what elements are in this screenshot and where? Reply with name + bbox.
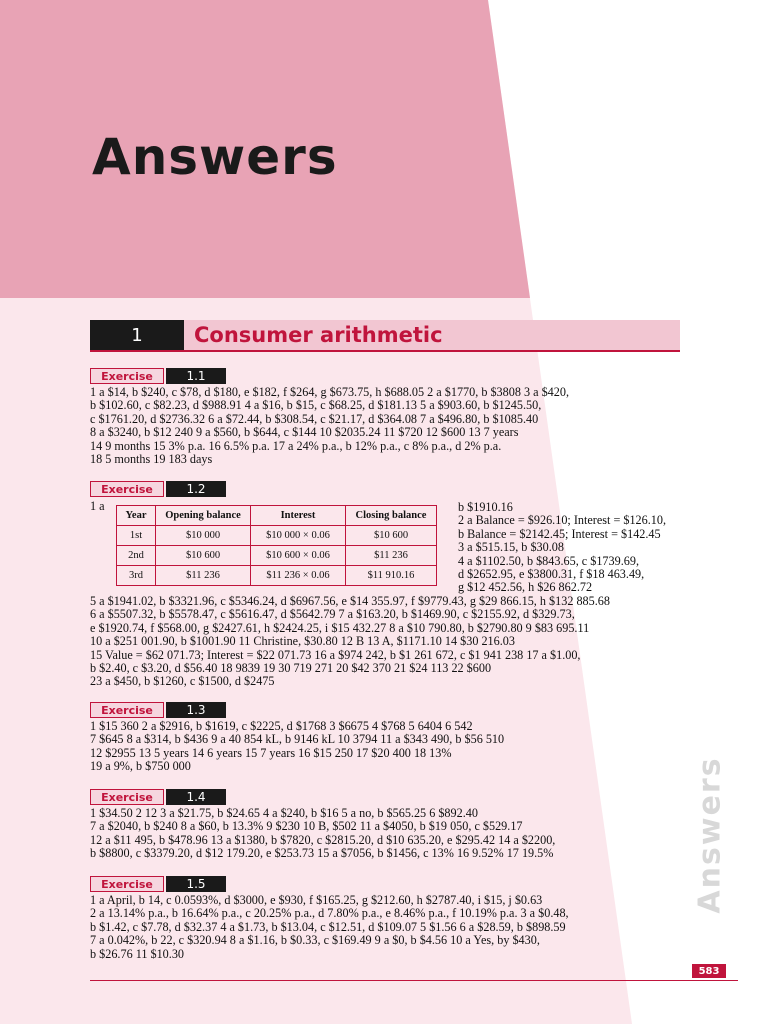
answer-line: 2 a 13.14% p.a., b 16.64% p.a., c 20.25% p.a., d 7.80% p.a., e 8.46% p.a., f 10.19% p.a. 3 a $0.48, [90,906,569,921]
table-cell: $10 600 × 0.06 [251,546,346,566]
answer-line: 18 5 months 19 183 days [90,451,213,466]
exercise-number: 1.4 [166,789,226,805]
exercise-1-4-answers [90,807,555,861]
answer-line: 7 $645 8 a $314, b $436 9 a 40 854 kL, b 9146 kL 10 3794 11 a $343 490, b $56 510 [90,732,505,747]
answer-line: 2 a Balance = $926.10; Interest = $126.10, [458,513,667,528]
answer-line: 14 9 months 15 3% p.a. 16 6.5% p.a. 17 a 24% p.a., b 12% p.a., c 8% p.a., d 2% p.a. [90,438,502,453]
exercise-tag-1-1 [90,368,226,384]
answer-line: 1 $34.50 2 12 3 a $21.75, b $24.65 4 a $240, b $16 5 a no, b $565.25 6 $892.40 [90,806,478,820]
answer-line: b $1.42, c $7.78, d $32.37 4 a $1.73, b $13.04, c $12.51, d $109.07 5 $1.56 6 a $28.59, b $898.59 [90,919,566,934]
table-cell: $11 236 [156,566,251,586]
answer-line: b $1910.16 [458,500,513,514]
chapter-title: Consumer arithmetic [184,320,680,350]
answer-line: 6 a $5507.32, b $5578.47, c $5616.47, d $5642.79 7 a $163.20, b $1469.90, c $2155.92, d $329.73, [90,607,575,622]
exercise-label: Exercise [90,876,164,892]
table-row [117,546,437,566]
answer-line: 1 a $14, b $240, c $78, d $180, e $182, f $264, g $673.75, h $688.05 2 a $1770, b $3808 3 a $420, [90,385,569,399]
table-header: Opening balance [156,506,251,526]
exercise-1-2-right-answers [458,501,666,595]
answer-line: 19 a 9%, b $750 000 [90,759,191,774]
table-header: Closing balance [346,506,437,526]
exercise-1-1-answers [90,386,569,466]
table-cell: $11 236 [346,546,437,566]
table-cell: 3rd [117,566,156,586]
answer-line: g $12 452.56, h $26 862.72 [458,580,593,595]
answer-line: 1 $15 360 2 a $2916, b $1619, c $2225, d $1768 3 $6675 4 $768 5 6404 6 542 [90,719,473,733]
answer-line: b Balance = $2142.45; Interest = $142.45 [458,526,661,541]
exercise-label: Exercise [90,702,164,718]
chapter-banner [90,320,680,352]
exercise-tag-1-2 [90,481,226,497]
exercise-label: Exercise [90,789,164,805]
table-row [117,566,437,586]
side-tab [690,740,730,930]
answer-line: 10 a $251 001.90, b $1001.90 11 Christine, $30.80 12 B 13 A, $1171.10 14 $30 216.03 [90,634,515,649]
exercise-tag-1-3 [90,702,226,718]
exercise-number: 1.5 [166,876,226,892]
table-cell: $11 910.16 [346,566,437,586]
answer-line: 15 Value = $62 071.73; Interest = $22 071.73 16 a $974 242, b $1 261 672, c $1 941 238 17 a $1.00, [90,647,581,662]
exercise-number: 1.2 [166,481,226,497]
table-header: Interest [251,506,346,526]
answer-line: 7 a $2040, b $240 8 a $60, b 13.3% 9 $230 10 B, $502 11 a $4050, b $19 050, c $529.17 [90,819,523,834]
answer-line: 12 a $11 495, b $478.96 13 a $1380, b $7820, c $2815.20, d $10 635.20, e $295.42 14 a $2200, [90,832,556,847]
side-tab-label: Answers [692,756,728,914]
page-title: Answers [92,128,338,186]
answer-line: 1 a April, b 14, c 0.0593%, d $3000, e $930, f $165.25, g $212.60, h $2787.40, i $15, j $0.63 [90,893,543,907]
chapter-number: 1 [90,320,184,350]
answer-line: e $1920.74, f $568.00, g $2427.61, h $2424.25, i $15 432.27 8 a $10 790.80, b $2790.80 9 $83 695.11 [90,620,590,635]
table-cell: 2nd [117,546,156,566]
exercise-label: Exercise [90,368,164,384]
answer-line: b $102.60, c $82.23, d $988.91 4 a $16, b $15, c $68.25, d $181.13 5 a $903.60, b $1245.50, [90,398,542,413]
exercise-1-3-answers [90,720,504,774]
answer-line: b $2.40, c $3.20, d $56.40 18 9839 19 30 719 271 20 $42 370 21 $24 113 22 $600 [90,660,492,675]
exercise-number: 1.1 [166,368,226,384]
exercise-1-5-answers [90,894,569,961]
table-cell: $11 236 × 0.06 [251,566,346,586]
exercise-number: 1.3 [166,702,226,718]
table-header-row [117,506,437,526]
exercise-tag-1-4 [90,789,226,805]
answer-line: 8 a $3240, b $12 240 9 a $560, b $644, c $144 10 $2035.24 11 $720 12 $600 13 7 years [90,425,519,440]
answer-line: c $1761.20, d $2736.32 6 a $72.44, b $308.54, c $21.17, d $364.08 7 a $496.80, b $1085.40 [90,411,539,426]
exercise-label: Exercise [90,481,164,497]
answer-line: b $26.76 11 $10.30 [90,946,185,961]
answer-line: 5 a $1941.02, b $3321.96, c $5346.24, d $6967.56, e $14 355.97, f $9779.43, g $29 866.15, h $132 885.68 [90,594,610,608]
table-header: Year [117,506,156,526]
exercise-tag-1-5 [90,876,226,892]
table-cell: $10 600 [346,526,437,546]
answer-line: 3 a $515.15, b $30.08 [458,540,564,555]
footer-rule [90,980,738,981]
table-cell: 1st [117,526,156,546]
answer-line: d $2652.95, e $3800.31, f $18 463.49, [458,566,645,581]
table-cell: $10 000 × 0.06 [251,526,346,546]
answer-line: 12 $2955 13 5 years 14 6 years 15 7 years 16 $15 250 17 $20 400 18 13% [90,745,452,760]
table-cell: $10 000 [156,526,251,546]
answer-line: b $8800, c $3379.20, d $12 179.20, e $253.73 15 a $7056, b $1456, c 13% 16 9.52% 17 19.5% [90,846,554,861]
answer-line: 7 a 0.042%, b 22, c $320.94 8 a $1.16, b $0.33, c $169.49 9 a $0, b $4.56 10 a Yes, by $430, [90,933,540,948]
table-row [117,526,437,546]
answer-line: 4 a $1102.50, b $843.65, c $1739.69, [458,553,639,568]
balance-table [116,505,437,586]
answer-line: 23 a $450, b $1260, c $1500, d $2475 [90,674,275,689]
page-number: 583 [692,964,726,978]
exercise-1-2-answers [90,595,610,689]
exercise-1-2-intro: 1 a [90,499,105,513]
table-cell: $10 600 [156,546,251,566]
